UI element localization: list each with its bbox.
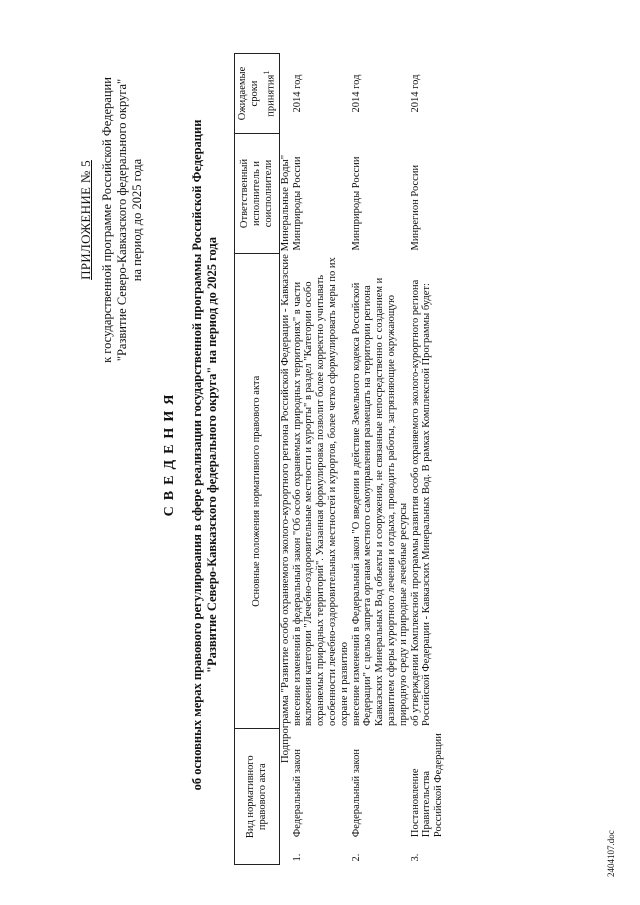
table-row (351, 54, 410, 865)
table-row (410, 54, 445, 865)
header-deadline (235, 54, 280, 134)
row-responsible: Минрегион России (409, 164, 421, 251)
header-responsible: Ответственный исполнитель и соисполнители (235, 134, 280, 254)
subprogram-title: Подпрограмма "Развитие особо охраняемого эколого-курортного региона Российской Федерации - Кавказские Минеральные Воды" (278, 154, 291, 764)
row-content: об утверждении Комплексной программы развития особо охраняемого эколого-курортного региона Российской Федерации - Кавказских Минеральных Вод. В рамках Комплексной Программы будет: (409, 279, 433, 726)
row-type: Федеральный закон (350, 749, 362, 838)
row-content: внесение изменений в Федеральный закон "О введении в действие Земельного кодекса Российской Федерации" с целью запрета органам местного самоуправления размещать на территории региона Кавказских Минеральных Вод объекты и сооружения, не связанные непосредственно с созданием и развитием сферы курортного лечения и отдыха, проводить работы, загрязняющие окружающую природную среду и природные лечебные ресурсы (350, 277, 409, 726)
annex-caption (100, 55, 145, 385)
header-type: Вид нормативного правового акта (235, 729, 280, 865)
table-row (292, 54, 351, 865)
subtitle-line: "Развитие Северо-Кавказского федерального округа" на период до 2025 года (205, 237, 219, 673)
annex-title: ПРИЛОЖЕНИЕ № 5 (78, 160, 93, 280)
row-responsible: Минприроды России (350, 156, 362, 251)
header-content: Основные положения нормативного правового акта (235, 253, 280, 728)
document-title: СВЕДЕНИЯ (162, 388, 177, 517)
table-header-row (235, 54, 280, 865)
header-deadline-text: Ожидаемые сроки принятия (237, 66, 277, 121)
row-deadline: 2014 год (409, 74, 421, 113)
row-type: Постановление Правительства Российской Федерации (409, 733, 445, 838)
row-number: 2. (350, 853, 362, 862)
row-type: Федеральный закон (291, 749, 303, 838)
subtitle-line: об основных мерах правового регулирования в сфере реализации государственной программы Российской Федерации (190, 119, 204, 791)
annex-line: на период до 2025 года (130, 158, 144, 282)
file-code: 2404107.doc (606, 830, 616, 877)
row-number: 1. (291, 853, 303, 862)
row-deadline: 2014 год (291, 74, 303, 113)
row-number: 3. (409, 853, 421, 862)
footnote-mark: 1 (260, 70, 271, 75)
annex-line: "Развитие Северо-Кавказского федерального округа" (115, 78, 129, 362)
measures-table (234, 53, 445, 865)
row-responsible: Минприроды России (291, 156, 303, 251)
row-content: внесение изменений в федеральный закон "Об особо охраняемых природных территориях" в части включения категории "Лечебно-оздоровительные местности и курорты" в раздел "Категории особо охраняемых природных территорий". Указанная формулировка позволит более корректно учитывать особенности лечебно-оздоровительных местностей и курортов, более четко сформулировать меры по их охране и развитию (291, 257, 350, 726)
subprogram-row (279, 54, 291, 865)
row-deadline: 2014 год (350, 74, 362, 113)
document-subtitle (190, 65, 220, 845)
annex-line: к государственной программе Российской Федерации (100, 77, 114, 363)
